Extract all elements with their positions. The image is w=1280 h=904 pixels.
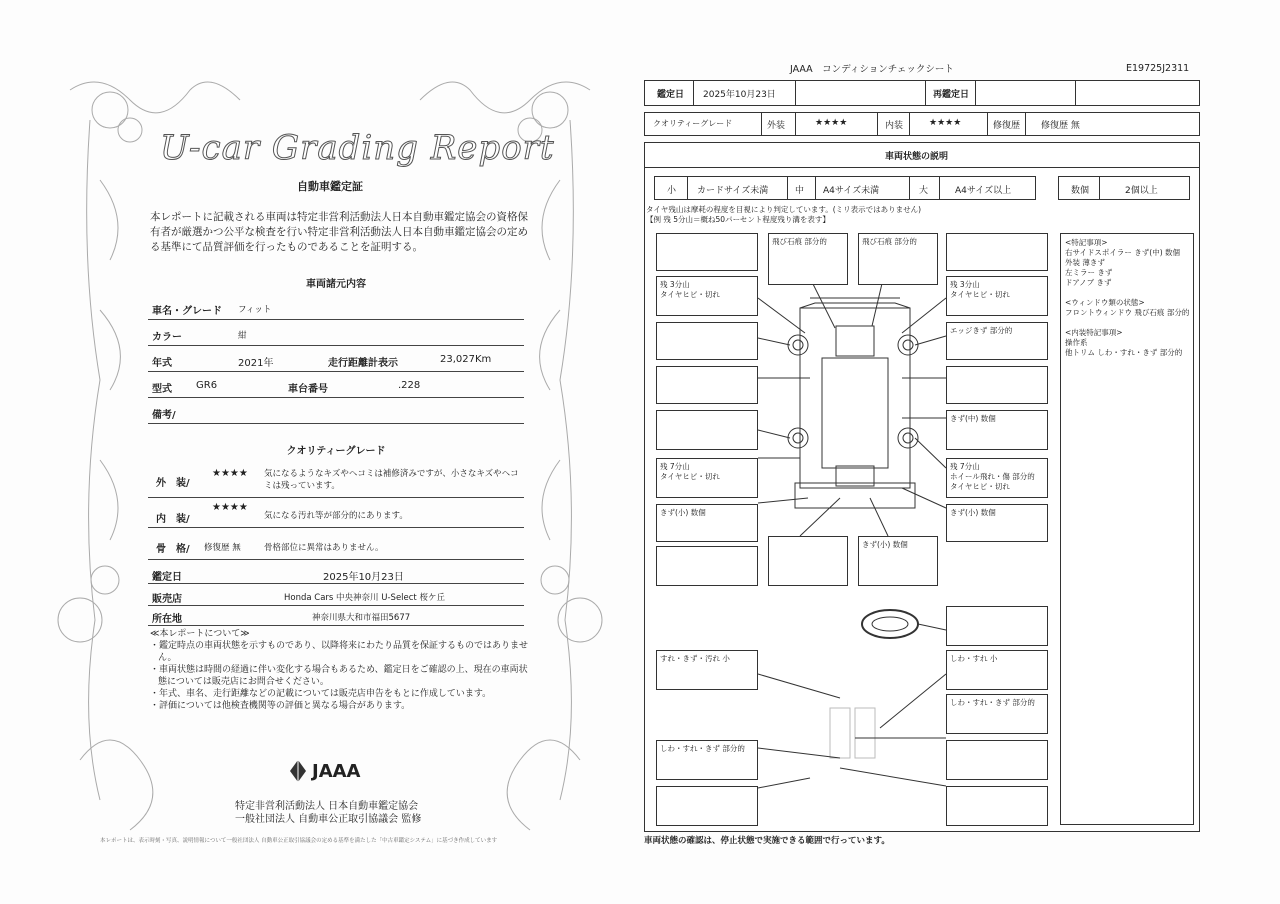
note-line: ドアノブ きず xyxy=(1065,278,1112,287)
note-line: <ウィンドウ類の状態> xyxy=(1065,298,1145,307)
doc-id: E19725J2311 xyxy=(1126,63,1190,74)
notes-title: ≪本レポートについて≫ xyxy=(150,629,250,639)
box-text: エッジきず 部分的 xyxy=(950,326,1013,335)
car-name-row xyxy=(148,296,524,320)
damage-box xyxy=(946,366,1048,404)
exterior-text: 気になるようなキズやヘコミは補修済みですが、小さなキズやヘコミは残っています。 xyxy=(264,469,519,491)
note-line: 右サイドスポイラー きず(中) 数個 xyxy=(1065,248,1181,257)
car-name-value: フィット xyxy=(238,305,272,315)
exterior-label: 外装 xyxy=(767,121,786,131)
quality-heading: クオリティーグレード xyxy=(286,446,386,457)
interior-stars: ★★★★ xyxy=(212,502,248,513)
size-small-desc: カードサイズ未満 xyxy=(697,186,769,196)
size-small: 小 xyxy=(667,186,677,196)
box-text: 飛び石痕 部分的 xyxy=(772,237,827,246)
redate-label: 再鑑定日 xyxy=(933,90,970,100)
frame-text: 骨格部位に異常はありません。 xyxy=(264,543,384,553)
color-value: 紺 xyxy=(238,331,247,341)
frame-value: 修復歴 無 xyxy=(204,543,241,553)
damage-box xyxy=(858,233,938,285)
dealer-row xyxy=(148,586,524,606)
model-row xyxy=(148,374,524,398)
exterior-row xyxy=(148,462,524,498)
box-text: しわ・すれ・きず 部分的 xyxy=(950,698,1035,707)
date-label: 鑑定日 xyxy=(657,90,685,100)
quality-label: クオリティーグレード xyxy=(653,119,733,128)
damage-box xyxy=(656,650,758,690)
tire-note-2: 【例 残 5分山＝概ね50パーセント程度残り溝を表す】 xyxy=(646,215,830,224)
sheet-title: JAAA コンディションチェックシート xyxy=(790,64,954,75)
count-label: 数個 xyxy=(1071,186,1090,196)
location-label: 所在地 xyxy=(152,614,182,625)
damage-box xyxy=(946,694,1048,734)
interior-text: 気になる汚れ等が部分的にあります。 xyxy=(264,511,408,521)
damage-box xyxy=(858,536,938,586)
damage-box xyxy=(656,233,758,271)
size-mid: 中 xyxy=(795,186,805,196)
damage-box xyxy=(656,740,758,780)
interior-row xyxy=(148,500,524,528)
condition-check-sheet xyxy=(640,58,1204,848)
box-text: 残 3分山 タイヤヒビ・切れ xyxy=(950,280,1010,299)
location-row xyxy=(148,606,524,626)
box-text: しわ・すれ 小 xyxy=(950,654,998,663)
jaaa-logo xyxy=(290,760,361,782)
color-label: カラー xyxy=(152,332,182,343)
assoc-line-1: 特定非営利活動法人 日本自動車鑑定協会 xyxy=(235,801,419,812)
damage-box xyxy=(656,504,758,542)
note-line: <内装特記事項> xyxy=(1065,328,1123,337)
model-value: GR6 xyxy=(196,380,218,391)
left-footer: 本レポートは、表示時刻・写真、説明情報について一般社団法人 自動車公正取引協議会の定める基準を満たした「中古車鑑定システム」に基づき作成しています xyxy=(100,838,498,844)
note-line: 他トリム しわ・すれ・きず 部分的 xyxy=(1065,348,1183,357)
box-text: すれ・きず・汚れ 小 xyxy=(660,654,730,663)
note-line xyxy=(1065,288,1189,298)
box-text: 残 3分山 タイヤヒビ・切れ xyxy=(660,280,720,299)
exterior-stars: ★★★★ xyxy=(212,468,248,479)
box-text: きず(中) 数個 xyxy=(950,414,996,423)
chassis-value: .228 xyxy=(398,380,421,391)
special-notes-panel xyxy=(1060,233,1194,825)
damage-box xyxy=(656,366,758,404)
damage-box xyxy=(656,322,758,360)
color-row xyxy=(148,322,524,346)
box-text: 飛び石痕 部分的 xyxy=(862,237,917,246)
exterior-stars: ★★★★ xyxy=(815,118,848,128)
count-desc: 2個以上 xyxy=(1125,186,1158,196)
box-text: 残 7分山 ホイール飛れ・傷 部分的 タイヤヒビ・切れ xyxy=(950,462,1035,491)
repair-value: 修復歴 無 xyxy=(1041,121,1080,131)
damage-box xyxy=(656,276,758,316)
model-label: 型式 xyxy=(152,384,172,395)
date-value: 2025年10月23日 xyxy=(323,572,404,583)
exterior-label: 外 装/ xyxy=(156,478,190,489)
note-item: ・車両状態は時間の経過に伴い変化する場合もあるため、鑑定日をご確認の上、現在の車両状態については販売店にお問合せください。 xyxy=(150,665,528,687)
damage-box xyxy=(946,233,1048,271)
damage-box xyxy=(946,740,1048,780)
interior-stars: ★★★★ xyxy=(929,118,962,128)
note-item: ・年式、車名、走行距離などの記載については販売店申告をもとに作成しています。 xyxy=(150,689,492,699)
damage-box xyxy=(946,606,1048,646)
box-text: きず(小) 数個 xyxy=(862,540,908,549)
repair-label: 修復歴 xyxy=(993,121,1021,131)
date-row xyxy=(148,564,524,584)
damage-box xyxy=(946,458,1048,498)
note-item: ・鑑定時点の車両状態を示すものであり、以降将来にわたり品質を保証するものではありません。 xyxy=(150,641,529,663)
damage-box xyxy=(946,650,1048,690)
damage-box xyxy=(768,233,848,285)
section-title: 車両状態の説明 xyxy=(885,152,949,162)
mileage-value: 23,027Km xyxy=(440,354,492,365)
report-subtitle: 自動車鑑定証 xyxy=(297,180,363,193)
right-footer: 車両状態の確認は、停止状態で実施できる範囲で行っています。 xyxy=(644,836,890,846)
spec-heading: 車両諸元内容 xyxy=(306,279,366,290)
date-value: 2025年10月23日 xyxy=(703,90,776,100)
note-line xyxy=(1065,318,1189,328)
damage-box xyxy=(656,786,758,826)
size-mid-desc: A4サイズ未満 xyxy=(823,186,880,196)
size-large-desc: A4サイズ以上 xyxy=(955,186,1012,196)
remarks-row xyxy=(148,400,524,424)
year-label: 年式 xyxy=(152,358,172,369)
remarks-label: 備考/ xyxy=(152,410,176,421)
note-line: <特記事項> xyxy=(1065,238,1108,247)
association-block xyxy=(235,800,421,826)
frame-row xyxy=(148,532,524,560)
report-title: U-car Grading Report xyxy=(160,128,555,168)
damage-box xyxy=(946,504,1048,542)
damage-box xyxy=(656,546,758,586)
box-text: きず(小) 数個 xyxy=(660,508,706,517)
year-value: 2021年 xyxy=(238,358,274,369)
damage-box xyxy=(656,458,758,498)
damage-box xyxy=(946,786,1048,826)
assoc-line-2: 一般社団法人 自動車公正取引協議会 監修 xyxy=(235,814,422,825)
date-label: 鑑定日 xyxy=(152,572,182,583)
note-line: 左ミラー きず xyxy=(1065,268,1113,277)
intro-text: 本レポートに記載される車両は特定非営利活動法人日本自動車鑑定協会の資格保有者が厳選かつ公平な検査を行い特定非営利活動法人日本自動車鑑定協会の定める基準にて品質評価を行ったものであることを証明する。 xyxy=(150,211,528,253)
dealer-value: Honda Cars 中央神奈川 U-Select 桜ケ丘 xyxy=(284,593,445,603)
damage-box xyxy=(656,410,758,450)
notes-list xyxy=(1065,238,1189,358)
logo-text: JAAA xyxy=(312,760,361,782)
damage-box xyxy=(946,322,1048,360)
tire-note-1: タイヤ残山は摩耗の程度を目視により判定しています。(ミリ表示ではありません) xyxy=(646,205,922,214)
damage-box xyxy=(768,536,848,586)
year-row xyxy=(148,348,524,372)
damage-box xyxy=(946,410,1048,450)
car-name-label: 車名・グレード xyxy=(152,306,222,317)
note-line: 操作系 xyxy=(1065,338,1088,347)
damage-box xyxy=(946,276,1048,316)
note-item: ・評価については他検査機関等の評価と異なる場合があります。 xyxy=(150,701,411,711)
size-large: 大 xyxy=(919,186,929,196)
dealer-label: 販売店 xyxy=(152,594,182,605)
chassis-label: 車台番号 xyxy=(288,384,328,395)
frame-label: 骨 格/ xyxy=(156,544,190,555)
interior-label: 内装 xyxy=(885,121,904,131)
mileage-label: 走行距離計表示 xyxy=(328,358,398,369)
box-text: しわ・すれ・きず 部分的 xyxy=(660,744,745,753)
note-line: 外装 薄きず xyxy=(1065,258,1105,267)
box-text: 残 7分山 タイヤヒビ・切れ xyxy=(660,462,720,481)
grading-report-page xyxy=(40,60,620,860)
report-notes xyxy=(150,628,530,712)
box-text: きず(小) 数個 xyxy=(950,508,996,517)
interior-label: 内 装/ xyxy=(156,514,190,525)
note-line: フロントウィンドウ 飛び石痕 部分的 xyxy=(1065,308,1190,317)
jaaa-emblem-icon xyxy=(290,760,306,782)
location-value: 神奈川県大和市福田5677 xyxy=(312,613,411,623)
